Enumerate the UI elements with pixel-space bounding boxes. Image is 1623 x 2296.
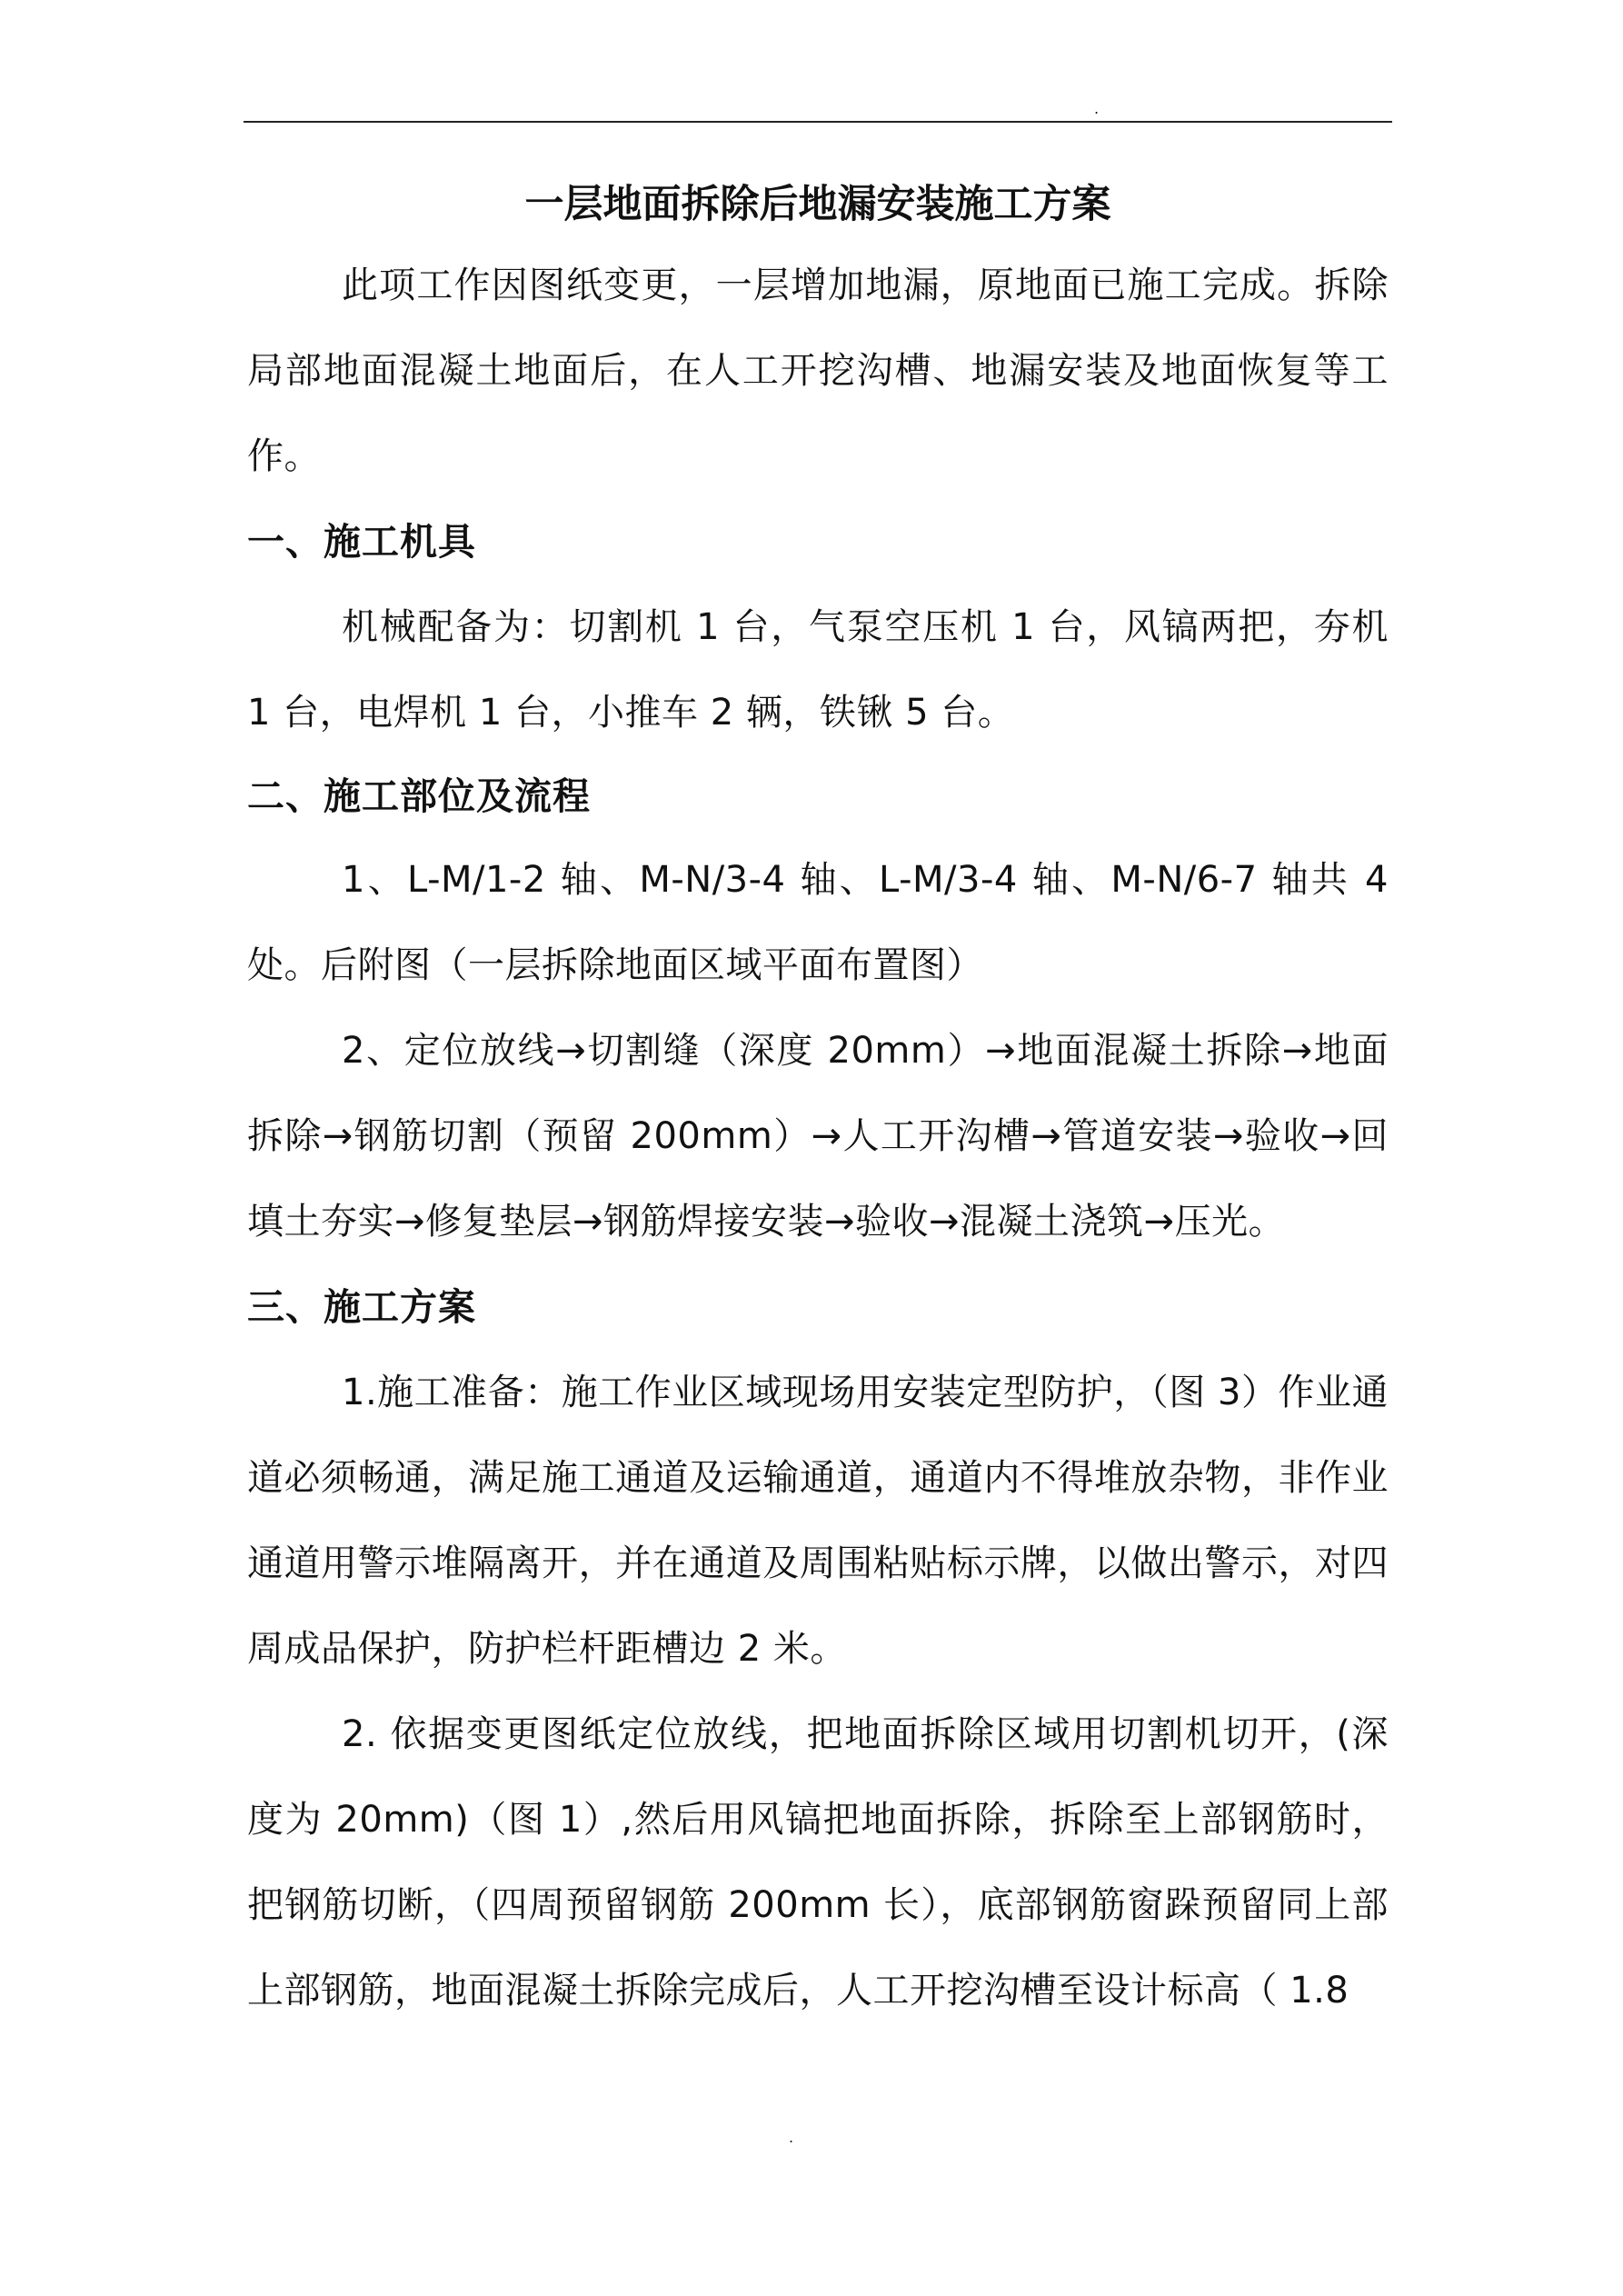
plan-layout-paragraph: 2. 依据变更图纸定位放线，把地面拆除区域用切割机切开，(深度为 20mm)（图 1）,然后用风镐把地面拆除，拆除至上部钢筋时，把钢筋切断，（四周预留钢筋 200mm 长），底部钢筋窗跺预留同上部上部钢筋，地面混凝土拆除完成后，人工开挖沟槽至设计标高（ 1.8	[247, 1713, 1389, 2011]
plan-preparation-paragraph: 1.施工准备：施工作业区域现场用安装定型防护，（图 3）作业通道必须畅通，满足施工通道及运输通道，通道内不得堆放杂物，非作业通道用警示堆隔离开，并在通道及周围粘贴标示牌，以做出警示，对四周成品保护，防护栏杆距槽边 2 米。	[247, 1372, 1389, 1670]
section-heading-equipment: 一、施工机具	[247, 520, 476, 564]
process-flow-paragraph: 2、定位放线→切割缝（深度 20mm）→地面混凝土拆除→地面拆除→钢筋切割（预留 200mm）→人工开沟槽→管道安装→验收→回填土夯实→修复垫层→钢筋焊接安装→验收→混凝土浇筑→压光。	[247, 1030, 1389, 1243]
intro-paragraph: 此项工作因图纸变更，一层增加地漏，原地面已施工完成。拆除局部地面混凝土地面后，在人工开挖沟槽、地漏安装及地面恢复等工作。	[247, 265, 1389, 477]
document-title: 一层地面拆除后地漏安装施工方案	[524, 182, 1111, 227]
header-mark: .	[1094, 100, 1100, 117]
section-heading-process: 二、施工部位及流程	[247, 774, 591, 818]
footer-mark: .	[789, 2129, 794, 2146]
header-rule	[244, 121, 1392, 123]
equipment-paragraph: 机械配备为：切割机 1 台，气泵空压机 1 台，风镐两把，夯机 1 台，电焊机 1 台，小推车 2 辆，铁锹 5 台。	[247, 606, 1389, 734]
process-locations-paragraph: 1、L-M/1-2 轴、M-N/3-4 轴、L-M/3-4 轴、M-N/6-7 轴共 4 处。后附图（一层拆除地面区域平面布置图）	[247, 859, 1389, 986]
document-body	[247, 173, 1389, 2033]
section-heading-plan: 三、施工方案	[247, 1285, 476, 1329]
